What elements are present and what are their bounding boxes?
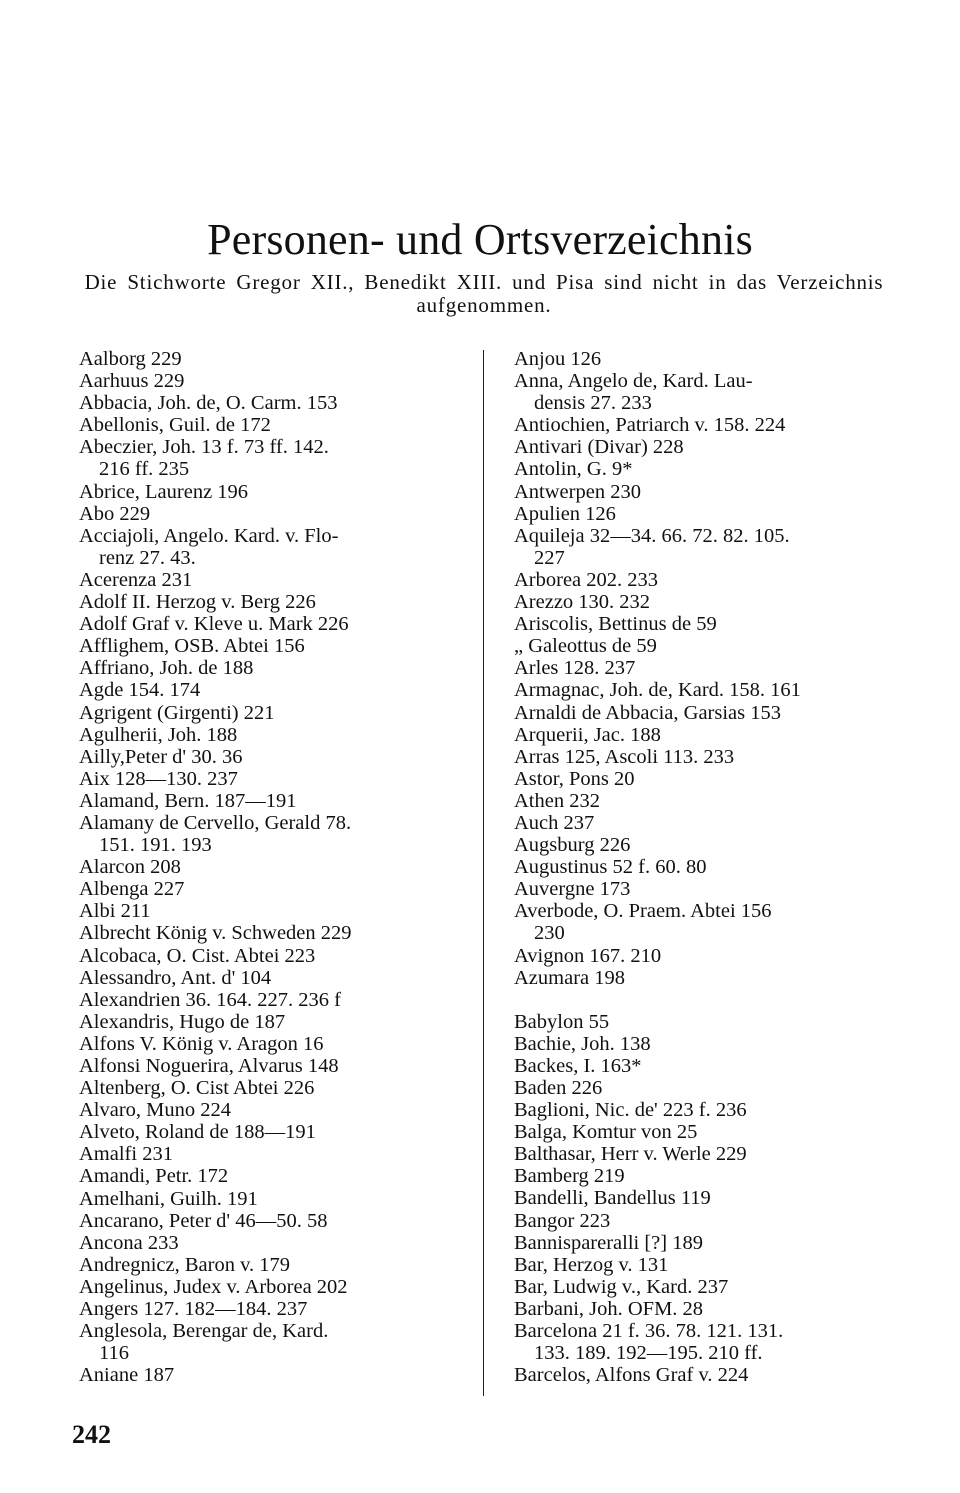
index-entry-text: Alamand, Bern. 187—191 bbox=[79, 789, 297, 812]
index-entry bbox=[79, 1165, 455, 1187]
index-entry-text: Agde 154. 174 bbox=[79, 679, 201, 702]
index-entry bbox=[514, 657, 886, 679]
index-entry bbox=[79, 900, 455, 922]
index-entry-text: Alarcon 208 bbox=[79, 856, 181, 879]
index-entry bbox=[79, 348, 455, 370]
index-entry-text: Augsburg 226 bbox=[514, 834, 631, 857]
index-entry bbox=[514, 702, 886, 724]
index-entry-text: Balthasar, Herr v. Werle 229 bbox=[514, 1143, 747, 1166]
index-entry bbox=[514, 613, 886, 635]
index-entry bbox=[514, 746, 886, 768]
index-entry-text: Athen 232 bbox=[514, 789, 600, 812]
index-entry-text: Alveto, Roland de 188—191 bbox=[79, 1121, 316, 1144]
index-entry-text: Bandelli, Bandellus 119 bbox=[514, 1187, 711, 1210]
index-entry bbox=[514, 436, 886, 458]
index-entry-continuation: densis 27. 233 bbox=[534, 392, 652, 415]
index-entry bbox=[79, 746, 455, 768]
index-entry-text: Balga, Komtur von 25 bbox=[514, 1121, 698, 1144]
index-entry-text: Amelhani, Guilh. 191 bbox=[79, 1187, 258, 1210]
index-entry-text: Arquerii, Jac. 188 bbox=[514, 723, 661, 746]
index-entry bbox=[79, 1033, 455, 1055]
index-entry bbox=[79, 1232, 455, 1254]
index-entry-text: Alamany de Cervello, Gerald 78. bbox=[79, 811, 352, 834]
index-entry-text: Abbacia, Joh. de, O. Carm. 153 bbox=[79, 392, 338, 415]
index-entry bbox=[514, 481, 886, 503]
index-entry bbox=[79, 1077, 455, 1099]
index-entry-text: Baglioni, Nic. de' 223 f. 236 bbox=[514, 1099, 747, 1122]
index-entry-text: Ancona 233 bbox=[79, 1231, 179, 1254]
index-entry bbox=[514, 414, 886, 436]
index-entry bbox=[514, 945, 886, 967]
index-entry bbox=[79, 1121, 455, 1143]
index-entry-text: Baden 226 bbox=[514, 1077, 603, 1099]
index-entry-text: Ancarano, Peter d' 46—50. 58 bbox=[79, 1209, 328, 1232]
index-entry bbox=[514, 458, 886, 480]
index-entry bbox=[514, 1143, 886, 1165]
index-entry bbox=[79, 768, 455, 790]
index-entry bbox=[514, 503, 886, 525]
index-column-left bbox=[79, 348, 455, 1386]
index-entry-text: Amalfi 231 bbox=[79, 1143, 173, 1166]
index-entry bbox=[514, 569, 886, 591]
index-entry-text: Bannispareralli [?] 189 bbox=[514, 1231, 703, 1254]
index-entry-continuation: 227 bbox=[534, 546, 565, 569]
index-entry bbox=[79, 1298, 455, 1320]
index-entry bbox=[514, 525, 886, 569]
index-entry-text: Alexandrien 36. 164. 227. 236 f bbox=[79, 988, 341, 1011]
index-entry-text: „ Galeottus de 59 bbox=[514, 635, 657, 658]
index-entry-text: Aquileja 32—34. 66. 72. 82. 105. bbox=[514, 524, 790, 547]
index-entry bbox=[79, 635, 455, 657]
index-entry bbox=[514, 1077, 886, 1099]
index-entry bbox=[79, 922, 455, 944]
index-entry-text: Arborea 202. 233 bbox=[514, 568, 659, 591]
index-entry-text: Bamberg 219 bbox=[514, 1165, 625, 1188]
index-entry-text: Antolin, G. 9* bbox=[514, 458, 633, 481]
index-entry-text: Babylon 55 bbox=[514, 1010, 610, 1033]
index-entry bbox=[79, 1099, 455, 1121]
index-entry bbox=[514, 967, 886, 989]
index-entry bbox=[79, 856, 455, 878]
index-entry-text: Augustinus 52 f. 60. 80 bbox=[514, 856, 707, 879]
index-entry bbox=[79, 525, 455, 569]
index-entry bbox=[79, 503, 455, 525]
index-entry bbox=[79, 1364, 455, 1386]
index-entry-text: Avignon 167. 210 bbox=[514, 944, 662, 967]
index-entry-text: Alfonsi Noguerira, Alvarus 148 bbox=[79, 1055, 339, 1077]
index-entry bbox=[79, 724, 455, 746]
index-entry-continuation: 133. 189. 192—195. 210 ff. bbox=[534, 1342, 763, 1365]
index-entry bbox=[79, 1011, 455, 1033]
index-entry-text: Andregnicz, Baron v. 179 bbox=[79, 1253, 291, 1276]
index-entry bbox=[79, 812, 455, 856]
index-entry bbox=[79, 1210, 455, 1232]
index-entry bbox=[514, 370, 886, 414]
index-entry bbox=[514, 878, 886, 900]
index-entry bbox=[514, 1210, 886, 1232]
index-entry bbox=[514, 1055, 886, 1077]
index-entry bbox=[79, 1143, 455, 1165]
index-entry-text: Averbode, O. Praem. Abtei 156 bbox=[514, 900, 772, 923]
index-entry-text: Arnaldi de Abbacia, Garsias 153 bbox=[514, 701, 781, 724]
index-entry-text: Armagnac, Joh. de, Kard. 158. 161 bbox=[514, 679, 801, 702]
index-entry-continuation: 151. 191. 193 bbox=[99, 834, 212, 857]
index-entry bbox=[514, 1298, 886, 1320]
index-entry-text: Barbani, Joh. OFM. 28 bbox=[514, 1297, 704, 1320]
index-entry-text: Albrecht König v. Schweden 229 bbox=[79, 922, 352, 945]
index-entry-text: Angelinus, Judex v. Arborea 202 bbox=[79, 1275, 348, 1298]
index-entry-text: Angers 127. 182—184. 237 bbox=[79, 1298, 308, 1321]
index-entry bbox=[514, 1121, 886, 1143]
index-entry-text: Antwerpen 230 bbox=[514, 480, 641, 503]
index-entry bbox=[514, 1187, 886, 1209]
index-entry bbox=[514, 1254, 886, 1276]
index-entry-continuation: renz 27. 43. bbox=[99, 546, 196, 569]
index-entry bbox=[514, 768, 886, 790]
index-entry-text: Affriano, Joh. de 188 bbox=[79, 657, 254, 680]
index-entry bbox=[514, 679, 886, 701]
index-entry-text: Barcelos, Alfons Graf v. 224 bbox=[514, 1364, 749, 1387]
index-entry-text: Auch 237 bbox=[514, 811, 595, 834]
index-entry-text: Arezzo 130. 232 bbox=[514, 591, 651, 614]
index-entry-text: Acerenza 231 bbox=[79, 568, 193, 591]
index-entry bbox=[79, 370, 455, 392]
index-entry bbox=[514, 1364, 886, 1386]
index-entry-text: Arras 125, Ascoli 113. 233 bbox=[514, 745, 735, 768]
index-entry-text: Alfons V. König v. Aragon 16 bbox=[79, 1032, 324, 1055]
index-entry bbox=[514, 591, 886, 613]
page-number: 242 bbox=[72, 1420, 111, 1449]
index-entry-text: Aix 128—130. 237 bbox=[79, 767, 238, 790]
index-entry-text: Barcelona 21 f. 36. 78. 121. 131. bbox=[514, 1320, 784, 1343]
index-entry bbox=[79, 1254, 455, 1276]
index-entry-text: Astor, Pons 20 bbox=[514, 767, 635, 790]
index-entry-text: Amandi, Petr. 172 bbox=[79, 1165, 229, 1188]
index-entry-text: Agrigent (Girgenti) 221 bbox=[79, 701, 275, 724]
index-entry bbox=[79, 392, 455, 414]
index-entry-text: Azumara 198 bbox=[514, 966, 625, 989]
index-entry-text: Alexandris, Hugo de 187 bbox=[79, 1010, 286, 1033]
index-entry bbox=[514, 812, 886, 834]
index-entry-text: Alvaro, Muno 224 bbox=[79, 1099, 232, 1122]
index-entry-continuation: 230 bbox=[534, 922, 565, 945]
index-entry bbox=[79, 878, 455, 900]
index-entry bbox=[79, 1276, 455, 1298]
index-entry bbox=[79, 702, 455, 724]
index-entry bbox=[514, 1033, 886, 1055]
index-entry-text: Agulherii, Joh. 188 bbox=[79, 723, 238, 746]
index-entry-text: Antivari (Divar) 228 bbox=[514, 436, 684, 459]
index-entry bbox=[79, 481, 455, 503]
index-entry bbox=[79, 613, 455, 635]
index-entry bbox=[79, 679, 455, 701]
index-entry-text: Abo 229 bbox=[79, 502, 151, 525]
index-entry bbox=[79, 967, 455, 989]
page-subtitle: Die Stichworte Gregor XII., Benedikt XIII. und Pisa sind nicht in das Verzeichnis aufgenommen. bbox=[84, 270, 884, 317]
index-entry bbox=[79, 1188, 455, 1210]
index-entry-text: Altenberg, O. Cist Abtei 226 bbox=[79, 1077, 315, 1100]
index-entry-text: Ariscolis, Bettinus de 59 bbox=[514, 613, 717, 636]
index-entry bbox=[79, 657, 455, 679]
index-entry-text: Auvergne 173 bbox=[514, 878, 631, 901]
index-entry bbox=[514, 900, 886, 944]
index-entry-text: Abrice, Laurenz 196 bbox=[79, 480, 249, 503]
index-entry-text: Ailly,Peter d' 30. 36 bbox=[79, 745, 243, 768]
index-entry bbox=[514, 790, 886, 812]
index-entry bbox=[79, 945, 455, 967]
index-entry bbox=[79, 989, 455, 1011]
index-entry-text: Aalborg 229 bbox=[79, 348, 182, 370]
index-entry bbox=[514, 856, 886, 878]
section-gap bbox=[514, 989, 886, 1011]
index-entry bbox=[514, 834, 886, 856]
index-entry-text: Alcobaca, O. Cist. Abtei 223 bbox=[79, 944, 316, 967]
index-entry bbox=[79, 1320, 455, 1364]
index-entry bbox=[514, 1099, 886, 1121]
index-entry-text: Antiochien, Patriarch v. 158. 224 bbox=[514, 414, 786, 437]
index-entry-text: Albi 211 bbox=[79, 900, 151, 923]
index-entry bbox=[79, 569, 455, 591]
index-entry-text: Aniane 187 bbox=[79, 1364, 175, 1387]
index-entry-text: Anna, Angelo de, Kard. Lau- bbox=[514, 370, 753, 393]
index-column-right bbox=[514, 348, 886, 1386]
index-entry-text: Adolf II. Herzog v. Berg 226 bbox=[79, 591, 316, 614]
index-entry bbox=[514, 1276, 886, 1298]
index-entry-continuation: 216 ff. 235 bbox=[99, 458, 190, 481]
index-entry-text: Bar, Ludwig v., Kard. 237 bbox=[514, 1275, 729, 1298]
index-entry-text: Anglesola, Berengar de, Kard. bbox=[79, 1320, 329, 1343]
index-entry-text: Bar, Herzog v. 131 bbox=[514, 1253, 669, 1276]
index-entry bbox=[514, 1320, 886, 1364]
index-entry-text: Albenga 227 bbox=[79, 878, 185, 901]
index-entry bbox=[79, 436, 455, 480]
index-entry bbox=[79, 591, 455, 613]
index-entry-text: Backes, I. 163* bbox=[514, 1054, 642, 1077]
page-title: Personen- und Ortsverzeichnis bbox=[207, 215, 753, 264]
index-entry-text: Alessandro, Ant. d' 104 bbox=[79, 966, 272, 989]
index-entry bbox=[79, 414, 455, 436]
index-entry bbox=[514, 635, 886, 657]
index-entry bbox=[514, 724, 886, 746]
index-entry bbox=[514, 1011, 886, 1033]
index-entry-text: Apulien 126 bbox=[514, 502, 616, 525]
index-entry-continuation: 116 bbox=[99, 1342, 129, 1365]
index-entry-text: Bangor 223 bbox=[514, 1209, 611, 1232]
index-entry-text: Bachie, Joh. 138 bbox=[514, 1032, 651, 1055]
index-entry-text: Abellonis, Guil. de 172 bbox=[79, 414, 271, 437]
index-entry-text: Afflighem, OSB. Abtei 156 bbox=[79, 635, 305, 658]
index-entry bbox=[79, 790, 455, 812]
index-entry-text: Anjou 126 bbox=[514, 348, 602, 370]
index-entry-text: Adolf Graf v. Kleve u. Mark 226 bbox=[79, 613, 349, 636]
index-entry bbox=[514, 1232, 886, 1254]
column-divider bbox=[483, 350, 484, 1396]
index-entry bbox=[514, 1165, 886, 1187]
index-entry-text: Aarhuus 229 bbox=[79, 370, 185, 393]
index-entry bbox=[514, 348, 886, 370]
index-entry-text: Abeczier, Joh. 13 f. 73 ff. 142. bbox=[79, 436, 329, 459]
index-entry bbox=[79, 1055, 455, 1077]
index-entry-text: Arles 128. 237 bbox=[514, 657, 636, 680]
index-entry-text: Acciajoli, Angelo. Kard. v. Flo- bbox=[79, 524, 339, 547]
